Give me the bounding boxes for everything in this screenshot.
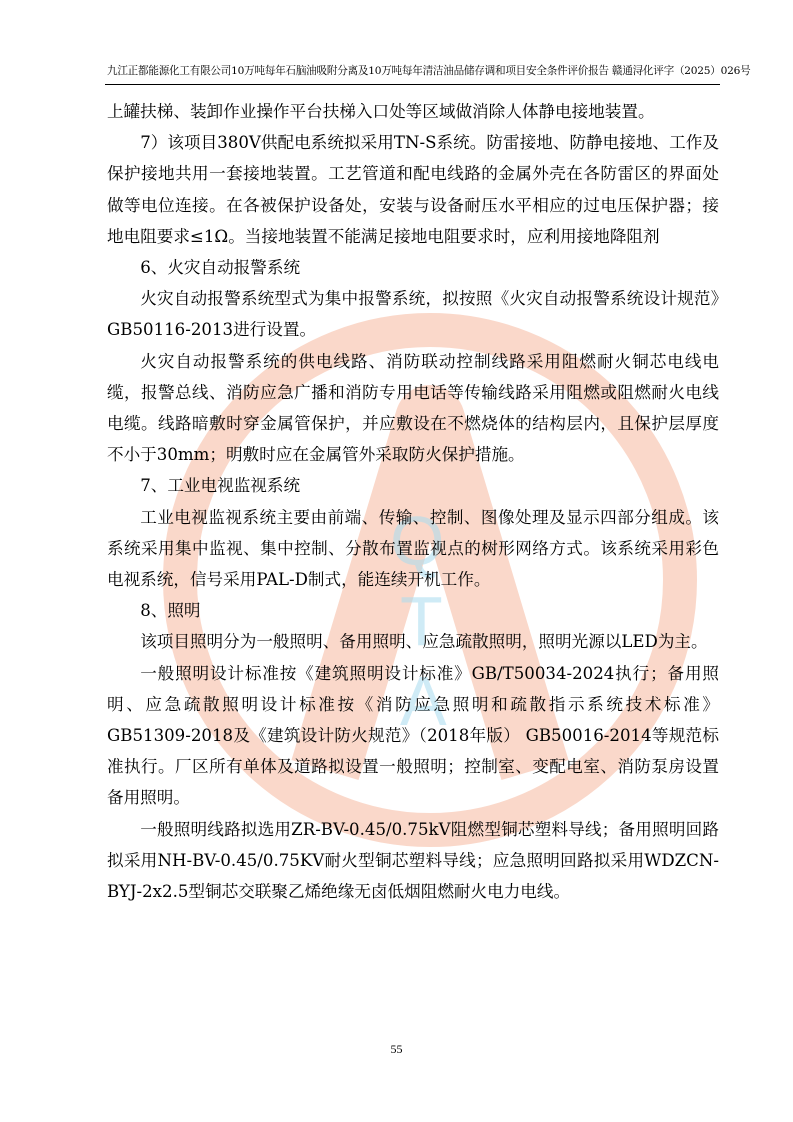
watermark-letter-q: Q — [390, 502, 445, 580]
paragraph: 一般照明线路拟选用ZR-BV-0.45/0.75kV阻燃型铜芯塑料导线；备用照明回路拟采用NH-BV-0.45/0.75KV耐火型铜芯塑料导线；应急照明回路拟采用WDZCN-BYJ-2x2.5型铜芯交联聚乙烯绝缘无卤低烟阻燃耐火电力电线。 — [107, 819, 719, 902]
paragraph: 7）该项目380V供配电系统拟采用TN-S系统。防雷接地、防静电接地、工作及保护接地共用一套接地装置。工艺管道和配电线路的金属外壳在各防雷区的界面处做等电位连接。在各被保护设备处，安装与设备耐压水平相应的过电压保护器；接地电阻要求≤1Ω。当接地装置不能满足接地电阻要求时，应利用接地降阻剂 — [107, 133, 719, 246]
watermark-letter-a: A — [400, 662, 447, 740]
paragraph: 该项目照明分为一般照明、备用照明、应急疏散照明，照明光源以LED为主。 — [140, 632, 708, 652]
paragraph: 一般照明设计标准按《建筑照明设计标准》GB/T50034-2024执行；备用照明、应急疏散照明设计标准按《消防应急照明和疏散指示系统技术标准》GB51309-2018及《建筑设计防火规范》（2018年版） GB50016-2014等规范标准执行。厂区所有单体及道路拟设置一般照明；控制室、变配电室、消防泵房设置备用照明。 — [107, 663, 719, 808]
paragraph: 火灾自动报警系统型式为集中报警系统，拟按照《火灾自动报警系统设计规范》GB50116-2013进行设置。 — [107, 289, 719, 340]
paragraph: 工业电视监视系统主要由前端、传输、控制、图像处理及显示四部分组成。该系统采用集中监视、集中控制、分散布置监视点的树形网络方式。该系统采用彩色电视系统，信号采用PAL-D制式，能连续开机工作。 — [107, 507, 719, 590]
paragraph: 上罐扶梯、装卸作业操作平台扶梯入口处等区域做消除人体静电接地装置。 — [107, 102, 655, 121]
section-heading: 7、工业电视监视系统 — [140, 476, 301, 496]
section-heading: 8、照明 — [140, 601, 201, 621]
page-number: 55 — [390, 1042, 403, 1056]
document-body — [107, 96, 719, 907]
section-heading: 6、火灾自动报警系统 — [140, 258, 301, 278]
watermark-letter-t: T — [400, 582, 443, 660]
page-header: 九江正都能源化工有限公司10万吨每年石脑油吸附分离及10万吨每年清洁油品储存调和项目安全条件评价报告 赣通浔化评字（2025）026号 — [107, 65, 751, 77]
header-rule — [105, 84, 720, 85]
paragraph: 火灾自动报警系统的供电线路、消防联动控制线路采用阻燃耐火铜芯电线电缆，报警总线、消防应急广播和消防专用电话等传输线路采用阻燃或阻燃耐火电线电缆。线路暗敷时穿金属管保护，并应敷设在不燃烧体的结构层内，且保护层厚度不小于30mm；明敷时应在金属管外采取防火保护措施。 — [107, 351, 719, 465]
